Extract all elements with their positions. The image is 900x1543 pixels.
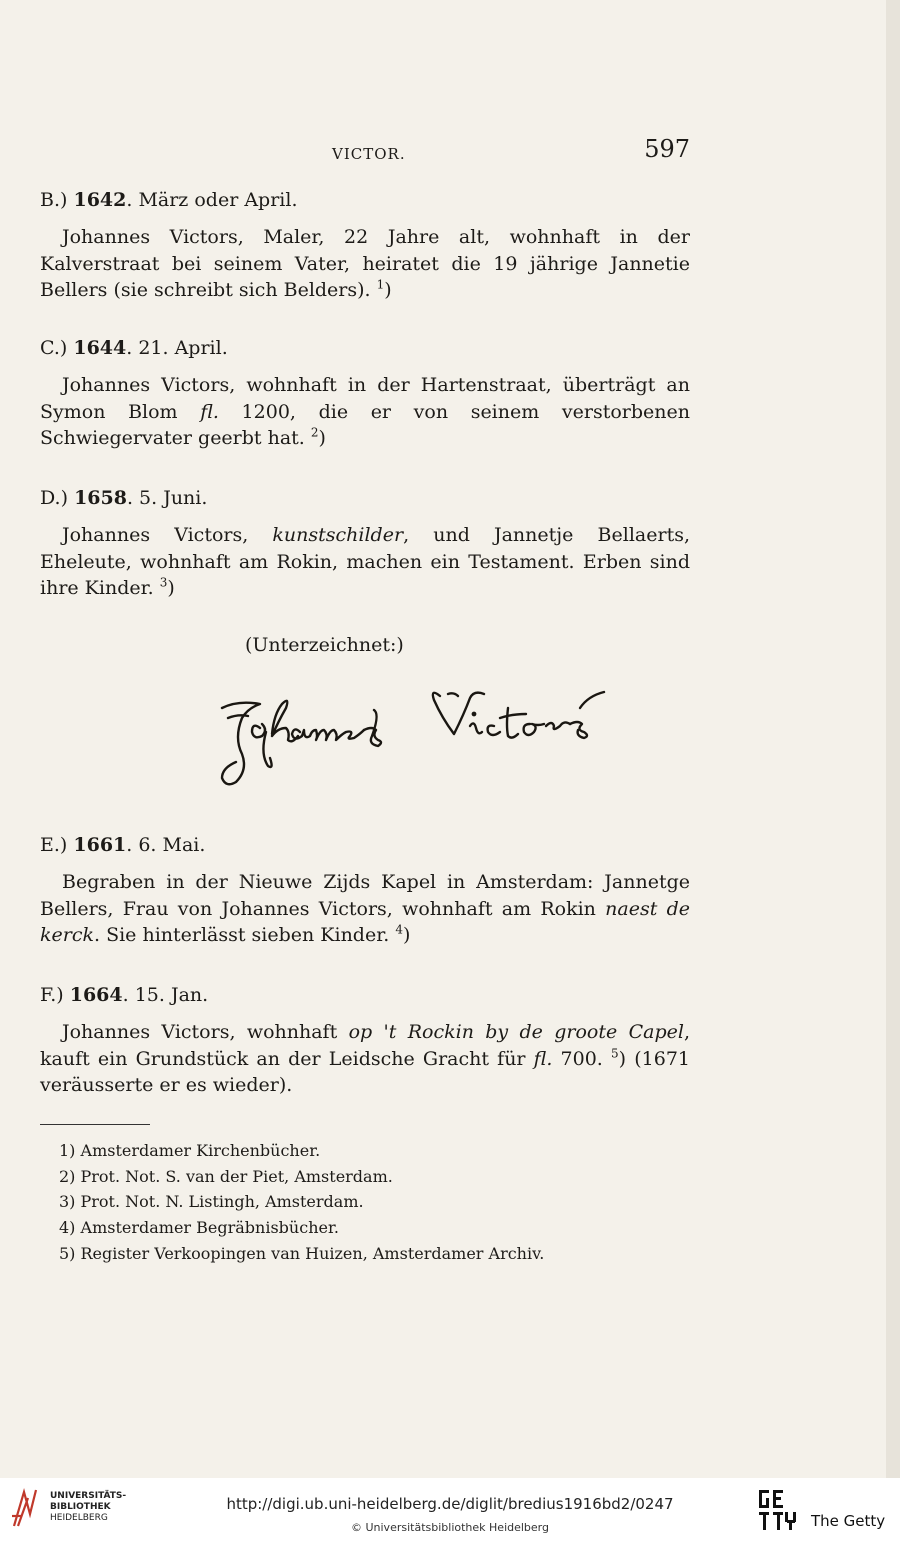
- section-heading: D.) 1658. 5. Juni.: [40, 487, 208, 509]
- footnote-ref[interactable]: 3: [159, 575, 168, 590]
- ub-heidelberg-name: UNIVERSITÄTS- BIBLIOTHEK HEIDELBERG: [50, 1491, 127, 1523]
- section-b: [40, 186, 690, 304]
- paragraph: Johannes Victors, wohnhaft in der Hartenstraat, überträgt an Symon Blom fl. 1200, die er von seinem verstorbenen Schwiegervater geerbt hat. $^2$): [40, 374, 690, 450]
- running-title: VICTOR.: [332, 145, 406, 163]
- footnote-ref[interactable]: 2: [310, 425, 319, 440]
- section-heading: E.) 1661. 6. Mai.: [40, 834, 206, 856]
- source-url[interactable]: http://digi.ub.uni-heidelberg.de/diglit/bredius1916bd2/0247: [226, 1495, 674, 1513]
- footnotes: [59, 1138, 544, 1267]
- paragraph: Johannes Victors, wohnhaft op 't Rockin by de groote Capel, kauft ein Grundstück an der Leidsche Gracht für fl. 700. $^5$) (1671 veräusserte er es wieder).: [40, 1021, 690, 1097]
- getty-logo-icon[interactable]: [757, 1488, 797, 1532]
- paragraph: Begraben in der Nieuwe Zijds Kapel in Amsterdam: Jannetge Bellers, Frau von Johannes Victors, wohnhaft am Rokin naest de kerck. Sie hinterlässt sieben Kinder. $^4$): [40, 871, 691, 947]
- paragraph: Johannes Victors, Maler, 22 Jahre alt, wohnhaft in der Kalverstraat bei seinem Vater, heiratet die 19 jährige Jannetie Bellers (sie schreibt sich Belders). $^1$): [40, 226, 690, 302]
- section-d: [40, 484, 690, 602]
- footnote-ref[interactable]: 1: [376, 277, 385, 292]
- footnote-ref[interactable]: 5: [611, 1046, 619, 1061]
- footnote-ref[interactable]: 4: [395, 922, 403, 937]
- getty-name: The Getty: [811, 1512, 886, 1530]
- footer-bar: [0, 1478, 900, 1543]
- section-c: [40, 334, 690, 452]
- footnote-4: 4) Amsterdamer Begräbnisbücher.: [59, 1218, 339, 1238]
- footnote-1: 1) Amsterdamer Kirchenbücher.: [59, 1141, 321, 1160]
- paragraph: Johannes Victors, kunstschilder, und Jannetje Bellaerts, Eheleute, wohnhaft am Rokin, machen ein Testament. Erben sind ihre Kinder. $^3$): [40, 524, 690, 600]
- footnote-3: 3) Prot. Not. N. Listingh, Amsterdam.: [59, 1192, 364, 1212]
- section-heading: B.) 1642. März oder April.: [40, 189, 298, 211]
- copyright: © Universitätsbibliothek Heidelberg: [350, 1521, 549, 1534]
- section-heading: F.) 1664. 15. Jan.: [40, 984, 209, 1006]
- page-header: [40, 135, 690, 167]
- section-e: [40, 831, 690, 949]
- page-edge: [886, 0, 900, 1478]
- page-number: 597: [644, 135, 690, 163]
- signature-image: [208, 674, 708, 794]
- footnote-divider: [40, 1124, 150, 1125]
- section-f: [40, 981, 690, 1099]
- section-heading: C.) 1644. 21. April.: [40, 337, 228, 359]
- footnote-2: 2) Prot. Not. S. van der Piet, Amsterdam.: [59, 1166, 393, 1186]
- footnote-5: 5) Register Verkoopingen van Huizen, Amsterdamer Archiv.: [59, 1243, 545, 1263]
- signed-label: (Unterzeichnet:): [245, 634, 404, 656]
